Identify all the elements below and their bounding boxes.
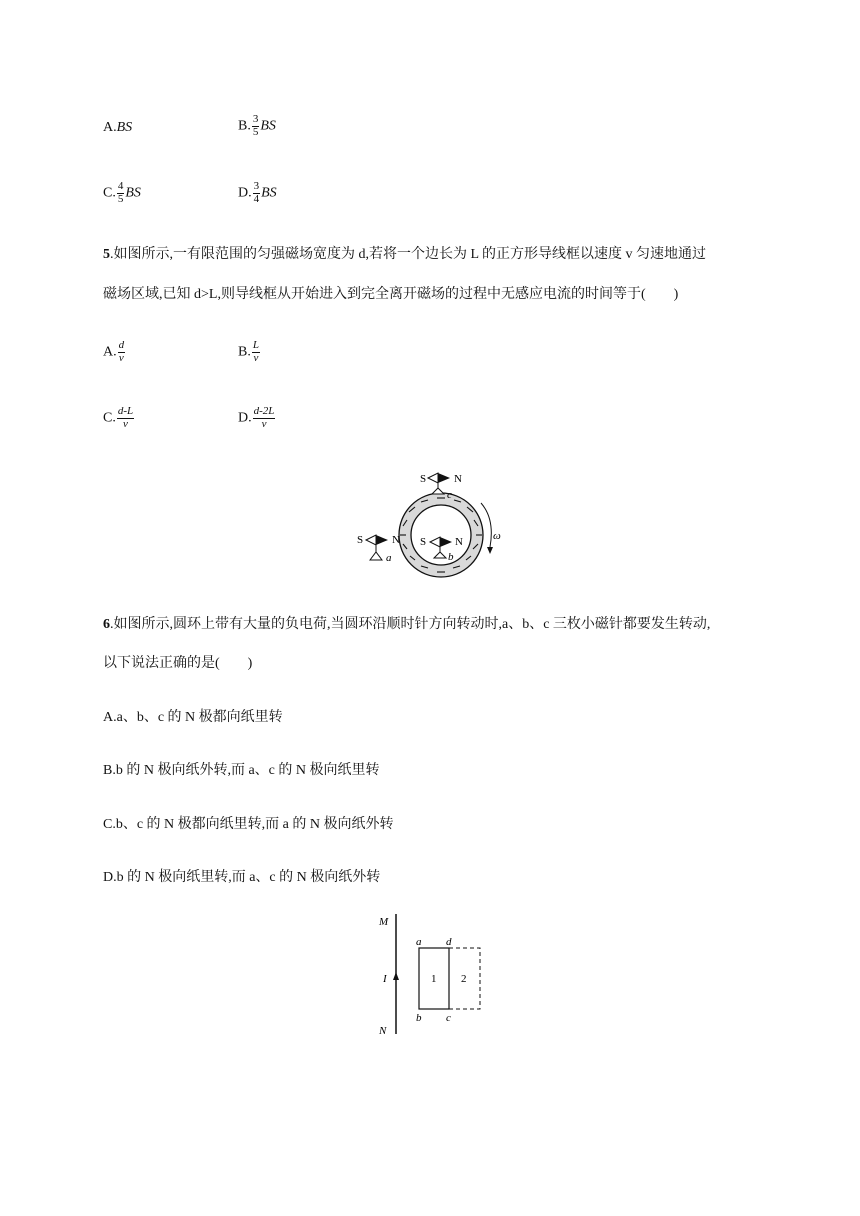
needle-b-label: b bbox=[448, 551, 454, 563]
wire-end-m-label: M bbox=[379, 916, 389, 928]
n-pole-label-b: N bbox=[455, 536, 463, 548]
q5-option-b: B. $\frac{L}{v}$ bbox=[238, 339, 259, 364]
wire-end-n-label: N bbox=[379, 1025, 387, 1037]
fraction: $\frac{3}{4}$ bbox=[253, 180, 260, 205]
q4-option-b: B. $\frac{3}{5}$ BS bbox=[238, 113, 276, 138]
s-pole-label-b: S bbox=[420, 536, 427, 548]
q5-stem-line1: 5.如图所示,一有限范围的匀强磁场宽度为 d,若将一个边长为 L 的正方形导线框以速度 v 匀速地通过 bbox=[103, 247, 707, 262]
fraction: $\frac{3}{5}$ bbox=[252, 113, 259, 138]
region-1-label: 1 bbox=[431, 973, 437, 985]
q5-option-a: A. $\frac{d}{v}$ bbox=[103, 339, 125, 364]
region-2-label: 2 bbox=[461, 973, 467, 985]
corner-a-label: a bbox=[416, 936, 422, 948]
omega-label: ω bbox=[493, 530, 501, 542]
q4-option-c: C. $\frac{4}{5}$ BS bbox=[103, 180, 141, 205]
compass-needle-a bbox=[366, 535, 388, 560]
fraction: $\frac{d-L}{v}$ bbox=[117, 405, 134, 430]
q6-option-c: C.b、c 的 N 极都向纸里转,而 a 的 N 极向纸外转 bbox=[103, 817, 394, 832]
q5-option-c: C. $\frac{d-L}{v}$ bbox=[103, 405, 134, 430]
corner-b-label: b bbox=[416, 1012, 422, 1024]
wire-loop-figure bbox=[370, 908, 495, 1040]
needle-c-label: c bbox=[447, 489, 452, 501]
rotation-arrowhead bbox=[487, 547, 493, 554]
n-pole-label-a: N bbox=[392, 534, 400, 546]
q6-stem-line1: 6.如图所示,圆环上带有大量的负电荷,当圆环沿顺时针方向转动时,a、b、c 三枚小磁针都要发生转动, bbox=[103, 617, 711, 632]
q4-option-a: A.BS bbox=[103, 120, 133, 135]
ring-magnet-figure bbox=[350, 462, 525, 580]
q5-option-d: D. $\frac{d-2L}{v}$ bbox=[238, 405, 275, 430]
needle-a-label: a bbox=[386, 552, 392, 564]
n-pole-label-c: N bbox=[454, 473, 462, 485]
q6-option-d: D.b 的 N 极向纸里转,而 a、c 的 N 极向纸外转 bbox=[103, 870, 381, 885]
fraction: $\frac{4}{5}$ bbox=[117, 180, 124, 205]
s-pole-label-a: S bbox=[357, 534, 364, 546]
fraction: $\frac{d-2L}{v}$ bbox=[253, 405, 275, 430]
q5-stem-line2: 磁场区域,已知 d>L,则导线框从开始进入到完全离开磁场的过程中无感应电流的时间等于( ) bbox=[103, 287, 679, 302]
current-label: I bbox=[383, 973, 387, 985]
current-arrow bbox=[393, 972, 399, 980]
q6-option-a: A.a、b、c 的 N 极都向纸里转 bbox=[103, 710, 283, 725]
corner-c-label: c bbox=[446, 1012, 451, 1024]
corner-d-label: d bbox=[446, 936, 452, 948]
s-pole-label-c: S bbox=[420, 473, 427, 485]
q4-option-d: D. $\frac{3}{4}$ BS bbox=[238, 180, 277, 205]
q6-stem-line2: 以下说法正确的是( ) bbox=[103, 656, 253, 671]
q6-option-b: B.b 的 N 极向纸外转,而 a、c 的 N 极向纸里转 bbox=[103, 763, 380, 778]
fraction: $\frac{d}{v}$ bbox=[118, 339, 125, 364]
fraction: $\frac{L}{v}$ bbox=[252, 339, 259, 364]
